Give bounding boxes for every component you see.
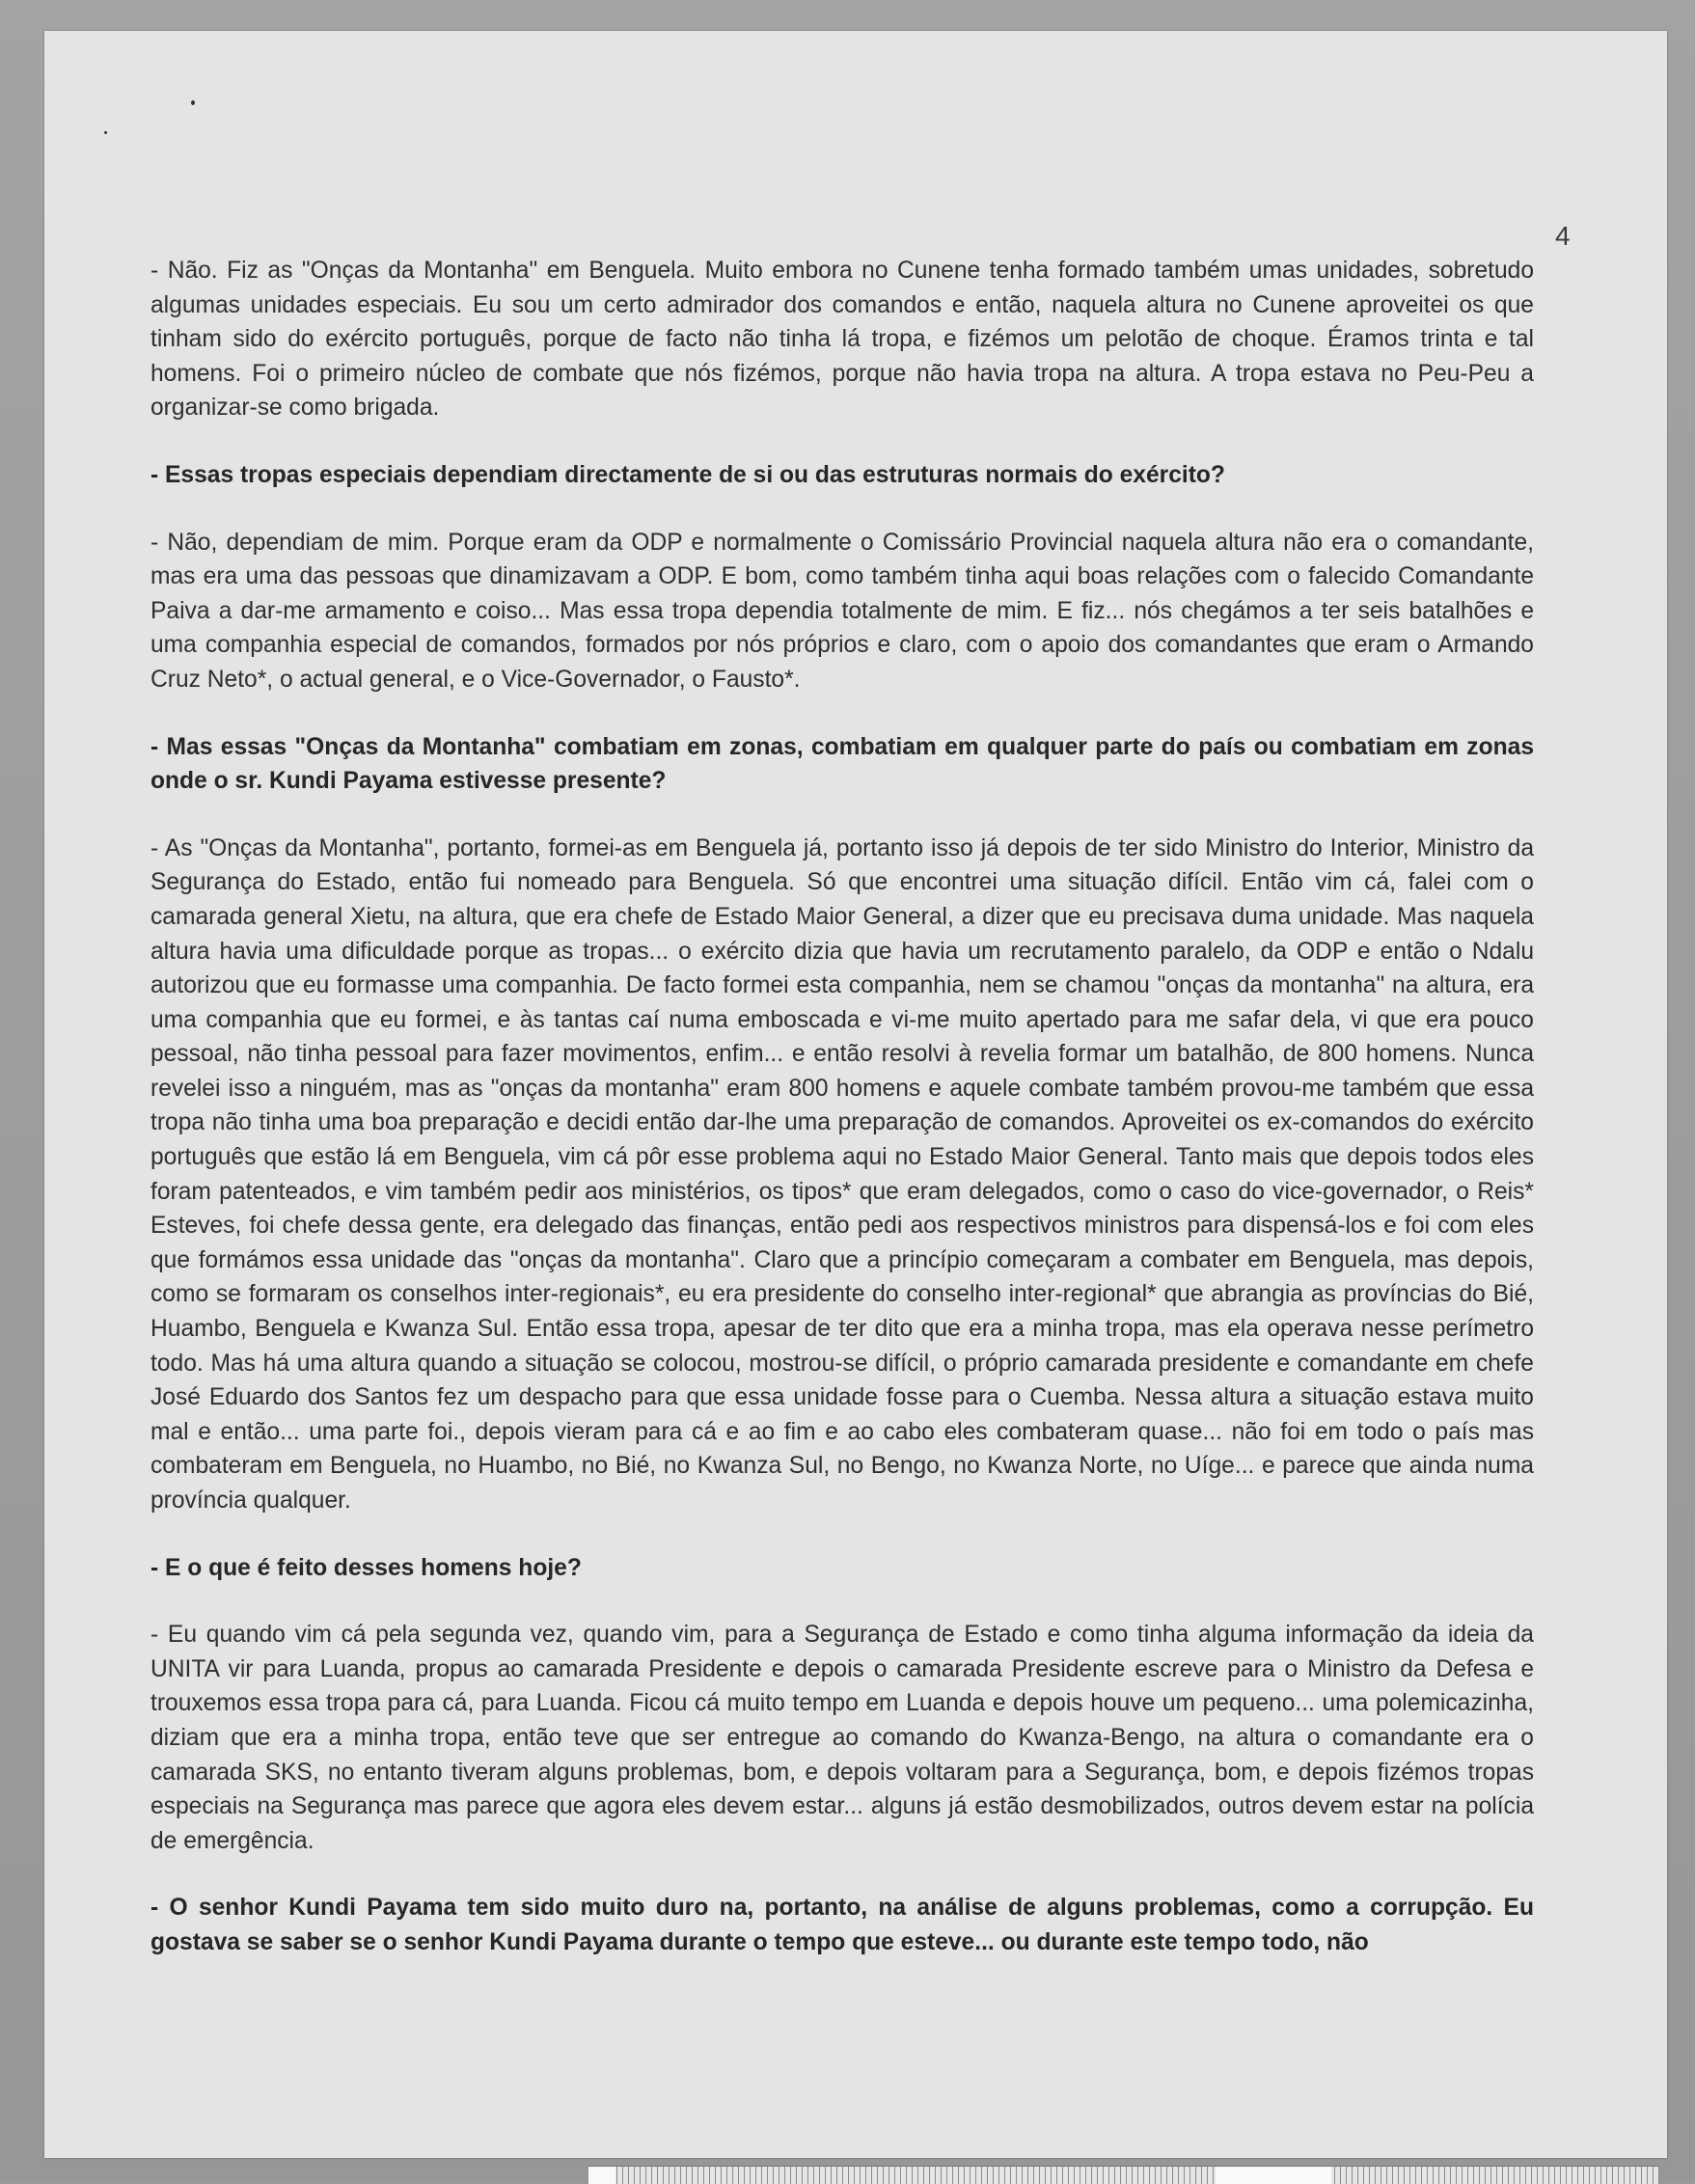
answer-paragraph: - Não, dependiam de mim. Porque eram da ODP e normalmente o Comissário Provincial naquela altura não era o comandante, mas era uma das pessoas que dinamizavam a ODP. E bom, como também tinha aqui boas relações com o falecido Comandante Paiva a dar-me armamento e coiso... Mas essa tropa dependia totalmente de mim. E fiz... nós chegámos a ter seis batalhões e uma companhia especial de comandos, formados por nós próprios e claro, com o apoio dos comandantes que eram o Armando Cruz Neto*, o actual general, e o Vice-Governador, o Fausto*. (150, 529, 1534, 693)
page-number: 4 (1555, 221, 1571, 251)
answer-paragraph: - As "Onças da Montanha", portanto, formei-as em Benguela já, portanto isso já depois de ter sido Ministro do Interior, Ministro da Segurança do Estado, então fui nomeado para Benguela. Só que encontrei uma situação difícil. Então vim cá, falei com o camarada general Xietu, na altura, que era chefe de Estado Maior General, a dizer que eu precisava duma unidade. Mas naquela altura havia uma dificuldade porque as tropas... o exército dizia que havia um recrutamento paralelo, da ODP e então o Ndalu autorizou que eu formasse uma companhia. De facto formei esta companhia, nem se chamou "onças da montanha" na altura, era uma companhia que eu formei, e às tantas caí numa emboscada e vi-me muito apertado para me safar dela, vi que era pouco pessoal, não tinha pessoal para fazer movimentos, enfim... e então resolvi à revelia formar um batalhão, de 800 homens. Nunca revelei isso a ninguém, mas as "onças da montanha" eram 800 homens e aquele combate também provou-me também que essa tropa não tinha uma boa preparação e decidi então dar-lhe uma preparação de comandos. Aproveitei os ex-comandos do exército português que estão lá em Benguela, vim cá pôr esse problema aqui no Estado Maior General. Tanto mais que depois todos eles foram patenteados, e vim também pedir aos ministérios, os tipos* que eram delegados, como o caso do vice-governador, o Reis* Esteves, foi chefe dessa gente, era delegado das finanças, então pedi aos respectivos ministros para dispensá-los e foi com eles que formámos essa unidade das "onças da montanha". Claro que a princípio começaram a combater em Benguela, mas depois, como se formaram os conselhos inter-regionais*, eu era presidente do conselho inter-regional* que abrangia as províncias do Bié, Huambo, Benguela e Kwanza Sul. Então essa tropa, apesar de ter dito que era a minha tropa, mas ela operava nesse perímetro todo. Mas há uma altura quando a situação se colocou, mostrou-se difícil, o próprio camarada presidente e comandante em chefe José Eduardo dos Santos fez um despacho para que essa unidade fosse para o Cuemba. Nessa altura a situação estava muito mal e então... uma parte foi., depois vieram para cá e ao fim e ao cabo eles combateram quase... não foi em todo o país mas combateram em Benguela, no Huambo, no Bié, no Kwanza Sul, no Bengo, no Kwanza Norte, no Uíge... e parece que ainda numa província qualquer. (150, 834, 1534, 1514)
ruler-segment (588, 2167, 615, 2184)
ink-speck (191, 100, 195, 105)
answer-paragraph: - Não. Fiz as "Onças da Montanha" em Benguela. Muito embora no Cunene tenha formado também umas unidades, sobretudo algumas unidades especiais. Eu sou um certo admirador dos comandos e então, naquela altura no Cunene aproveitei os que tinham sido do exército português, porque de facto não tinha lá tropa, e fizémos um pelotão de choque. Éramos trinta e tal homens. Foi o primeiro núcleo de combate que nós fizémos, porque não havia tropa na altura. A tropa estava no Peu-Peu a organizar-se como brigada. (150, 258, 1534, 422)
question-paragraph: - E o que é feito desses homens hoje? (150, 1554, 582, 1581)
interview-transcript (150, 254, 1534, 1960)
answer-paragraph: - Eu quando vim cá pela segunda vez, quando vim, para a Segurança de Estado e como tinha alguma informação da ideia da UNITA vir para Luanda, propus ao camarada Presidente e depois o camarada Presidente escreve para o Ministro da Defesa e trouxemos essa tropa para cá, para Luanda. Ficou cá muito tempo em Luanda e depois houve um pequeno... uma polemicazinha, diziam que era a minha tropa, então teve que ser entregue ao comando do Kwanza-Bengo, na altura o comandante era o camarada SKS, no entanto tiveram alguns problemas, bom, e depois voltaram para a Segurança, bom, e depois fizémos tropas especiais na Segurança mas parece que agora eles devem estar... alguns já estão desmobilizados, outros devem estar na polícia de emergência. (150, 1622, 1534, 1854)
question-paragraph: - O senhor Kundi Payama tem sido muito duro na, portanto, na análise de alguns problemas, como a corrupção. Eu gostava se saber se o senhor Kundi Payama durante o tempo que esteve... ou durante este tempo todo, não (150, 1895, 1534, 1955)
scan-ruler (588, 2166, 1659, 2184)
question-paragraph: - Mas essas "Onças da Montanha" combatiam em zonas, combatiam em qualquer parte do país ou combatiam em zonas onde o sr. Kundi Payama estivesse presente? (150, 733, 1534, 795)
question-paragraph: - Essas tropas especiais dependiam directamente de si ou das estruturas normais do exército? (150, 461, 1225, 488)
ruler-segment (1216, 2167, 1331, 2184)
ink-speck (104, 131, 107, 134)
